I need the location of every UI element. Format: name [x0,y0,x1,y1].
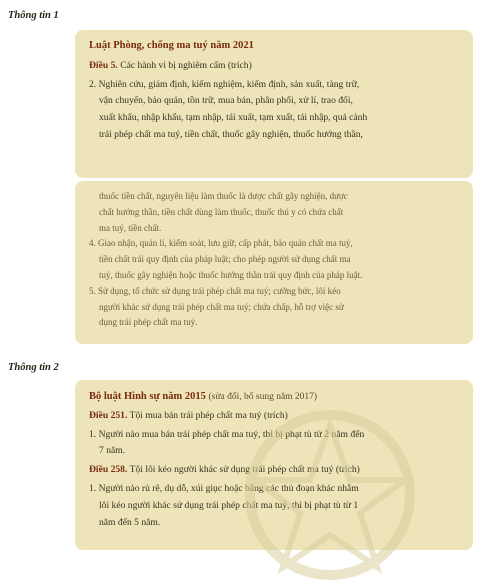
text-line: ma tuý, tiền chất. [99,222,162,233]
law-title: Luật Phòng, chống ma tuý năm 2021 [89,40,254,51]
list-item [89,77,461,144]
article-number: Điều 258. [89,464,128,476]
text-line: vận chuyển, bảo quản, tồn trữ, mua bán, phân phối, xử lí, trao đổi, [99,95,353,107]
law-box-1 [75,30,473,178]
text-line: lôi kéo người khác sử dụng trái phép chất ma tuý, thì bị phạt tù từ 1 [99,499,359,511]
article-number: Điều 251. [89,409,128,421]
text-line: 4. Giao nhận, quản lí, kiểm soát, lưu giữ, cấp phát, bảo quản chất ma tuý, [89,238,353,249]
text-line: xuất khẩu, nhập khẩu, tạm nhập, tái xuất, tạm xuất, tái nhập, quá cảnh [99,112,368,124]
law-box-2 [75,380,473,550]
text-line: dụng trái phép chất ma tuý. [99,317,198,328]
text-line: 1. Người nào mua bán trái phép chất ma tuý, thì bị phạt tù từ 2 năm đến [89,428,365,440]
info1-label: Thông tin 1 [8,10,59,21]
text-line: trái phép chất ma tuý, tiền chất, thuốc gây nghiện, thuốc hướng thần, [99,128,363,140]
list-item [89,427,461,461]
text-line: chất hướng thần, tiền chất dùng làm thuốc, thuốc thú y có chứa chất [99,206,344,217]
text-line: 2. Nghiên cứu, giám định, kiểm nghiệm, kiểm định, sản xuất, tàng trữ, [89,78,360,90]
text-line: 5. Sử dụng, tổ chức sử dụng trái phép chất ma tuý; cưỡng bức, lôi kéo [89,285,341,296]
law-title [89,389,461,406]
article-number: Điều 5. [89,59,118,71]
text-line: tiền chất trái quy định của pháp luật; cho phép người sử dụng chất ma [99,254,351,265]
law-box-1-continued [75,181,473,344]
article-heading-258 [89,462,461,479]
law-title-text: Bộ luật Hình sự năm 2015 [89,391,206,402]
article-title: Tội lôi kéo người khác sử dụng trái phép chất ma tuý (trích) [129,464,360,476]
article-title: Các hành vi bị nghiêm cấm (trích) [120,59,252,71]
law-note: (sửa đổi, bổ sung năm 2017) [208,392,318,402]
text-line: người khác sử dụng trái phép chất ma tuý; chứa chấp, hỗ trợ việc sử [99,301,344,312]
list-item [89,481,461,531]
text-line: 7 năm. [99,445,126,457]
list-item [89,284,461,331]
text-line: 1. Người nào rủ rê, dụ dỗ, xúi giục hoặc bằng các thủ đoạn khác nhằm [89,482,359,494]
text-line: thuốc tiền chất, nguyên liệu làm thuốc là dược chất gây nghiện, dược [99,191,348,201]
list-item [89,236,461,283]
article-title: Tội mua bán trái phép chất ma tuý (trích) [129,409,288,421]
article-heading-251 [89,408,461,425]
article-heading [89,58,461,75]
info2-label: Thông tin 2 [8,362,59,373]
text-line: tuý, thuốc gây nghiện hoặc thuốc hướng thần trái quy định của pháp luật. [99,269,363,280]
text-line: năm đến 5 năm. [99,516,161,528]
